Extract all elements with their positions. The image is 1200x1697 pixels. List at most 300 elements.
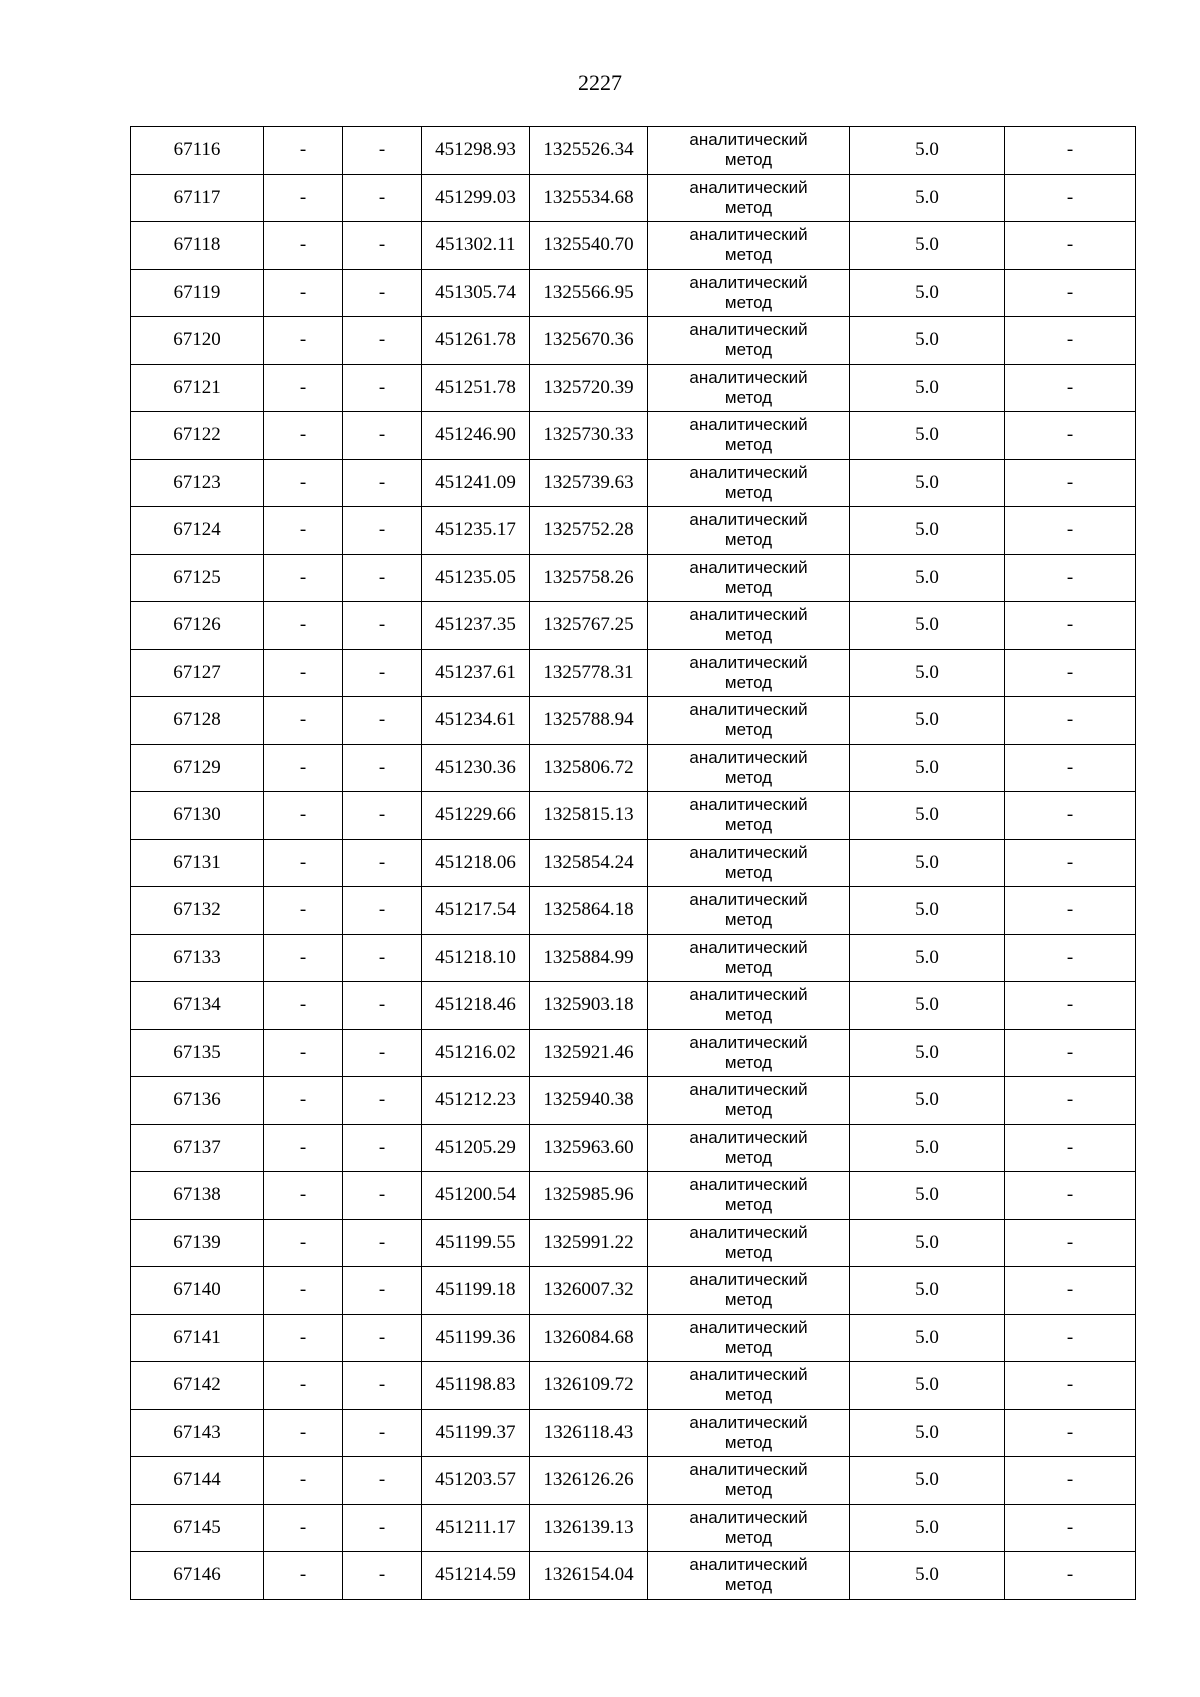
method-cell bbox=[648, 1409, 850, 1457]
method-cell bbox=[648, 317, 850, 365]
method-line-1: аналитический bbox=[689, 1080, 808, 1100]
point-number-cell: 67128 bbox=[131, 697, 264, 745]
y-coordinate-cell: 1326109.72 bbox=[530, 1362, 648, 1410]
method-cell bbox=[648, 602, 850, 650]
empty-cell: - bbox=[343, 1267, 422, 1315]
empty-cell: - bbox=[264, 1409, 343, 1457]
x-coordinate-cell: 451203.57 bbox=[422, 1457, 530, 1505]
x-coordinate-cell: 451205.29 bbox=[422, 1124, 530, 1172]
y-coordinate-cell: 1326084.68 bbox=[530, 1314, 648, 1362]
empty-cell: - bbox=[264, 1267, 343, 1315]
x-coordinate-cell: 451237.35 bbox=[422, 602, 530, 650]
empty-cell: - bbox=[1005, 982, 1136, 1030]
method-cell bbox=[648, 459, 850, 507]
table-row bbox=[131, 1314, 1136, 1362]
y-coordinate-cell: 1326118.43 bbox=[530, 1409, 648, 1457]
empty-cell: - bbox=[1005, 1457, 1136, 1505]
table-row bbox=[131, 1219, 1136, 1267]
y-coordinate-cell: 1325991.22 bbox=[530, 1219, 648, 1267]
accuracy-cell: 5.0 bbox=[850, 412, 1005, 460]
method-line-2: метод bbox=[724, 1432, 773, 1452]
method-line-2: метод bbox=[724, 482, 773, 502]
accuracy-cell: 5.0 bbox=[850, 887, 1005, 935]
y-coordinate-cell: 1325540.70 bbox=[530, 222, 648, 270]
empty-cell: - bbox=[264, 174, 343, 222]
empty-cell: - bbox=[343, 1457, 422, 1505]
method-line-1: аналитический bbox=[689, 1555, 808, 1575]
method-line-2: метод bbox=[724, 1290, 773, 1310]
method-line-1: аналитический bbox=[689, 1412, 808, 1432]
x-coordinate-cell: 451234.61 bbox=[422, 697, 530, 745]
method-line-1: аналитический bbox=[689, 367, 808, 387]
empty-cell: - bbox=[1005, 364, 1136, 412]
empty-cell: - bbox=[264, 459, 343, 507]
method-line-2: метод bbox=[724, 1052, 773, 1072]
y-coordinate-cell: 1325739.63 bbox=[530, 459, 648, 507]
point-number-cell: 67122 bbox=[131, 412, 264, 460]
empty-cell: - bbox=[264, 839, 343, 887]
method-line-1: аналитический bbox=[689, 985, 808, 1005]
x-coordinate-cell: 451199.18 bbox=[422, 1267, 530, 1315]
empty-cell: - bbox=[343, 269, 422, 317]
accuracy-cell: 5.0 bbox=[850, 317, 1005, 365]
x-coordinate-cell: 451230.36 bbox=[422, 744, 530, 792]
method-line-1: аналитический bbox=[689, 1032, 808, 1052]
method-cell bbox=[648, 1219, 850, 1267]
method-line-1: аналитический bbox=[689, 652, 808, 672]
table-row bbox=[131, 1267, 1136, 1315]
empty-cell: - bbox=[264, 269, 343, 317]
empty-cell: - bbox=[1005, 127, 1136, 175]
point-number-cell: 67118 bbox=[131, 222, 264, 270]
y-coordinate-cell: 1326139.13 bbox=[530, 1504, 648, 1552]
empty-cell: - bbox=[264, 602, 343, 650]
x-coordinate-cell: 451261.78 bbox=[422, 317, 530, 365]
accuracy-cell: 5.0 bbox=[850, 507, 1005, 555]
point-number-cell: 67138 bbox=[131, 1172, 264, 1220]
accuracy-cell: 5.0 bbox=[850, 982, 1005, 1030]
empty-cell: - bbox=[264, 554, 343, 602]
method-line-1: аналитический bbox=[689, 1270, 808, 1290]
method-line-2: метод bbox=[724, 815, 773, 835]
empty-cell: - bbox=[343, 887, 422, 935]
accuracy-cell: 5.0 bbox=[850, 1172, 1005, 1220]
accuracy-cell: 5.0 bbox=[850, 744, 1005, 792]
method-cell bbox=[648, 1077, 850, 1125]
method-cell bbox=[648, 839, 850, 887]
empty-cell: - bbox=[343, 222, 422, 270]
table-row bbox=[131, 1552, 1136, 1600]
accuracy-cell: 5.0 bbox=[850, 1504, 1005, 1552]
point-number-cell: 67143 bbox=[131, 1409, 264, 1457]
y-coordinate-cell: 1325534.68 bbox=[530, 174, 648, 222]
empty-cell: - bbox=[1005, 934, 1136, 982]
empty-cell: - bbox=[343, 1504, 422, 1552]
method-line-2: метод bbox=[724, 1100, 773, 1120]
method-cell bbox=[648, 1124, 850, 1172]
accuracy-cell: 5.0 bbox=[850, 1077, 1005, 1125]
method-line-2: метод bbox=[724, 672, 773, 692]
point-number-cell: 67126 bbox=[131, 602, 264, 650]
method-line-2: метод bbox=[724, 720, 773, 740]
accuracy-cell: 5.0 bbox=[850, 1219, 1005, 1267]
method-line-2: метод bbox=[724, 530, 773, 550]
y-coordinate-cell: 1325758.26 bbox=[530, 554, 648, 602]
x-coordinate-cell: 451199.37 bbox=[422, 1409, 530, 1457]
method-line-2: метод bbox=[724, 577, 773, 597]
table-row bbox=[131, 649, 1136, 697]
method-line-2: метод bbox=[724, 1005, 773, 1025]
point-number-cell: 67135 bbox=[131, 1029, 264, 1077]
method-line-2: метод bbox=[724, 197, 773, 217]
point-number-cell: 67125 bbox=[131, 554, 264, 602]
method-line-1: аналитический bbox=[689, 177, 808, 197]
table-row bbox=[131, 1124, 1136, 1172]
table-row bbox=[131, 839, 1136, 887]
empty-cell: - bbox=[343, 744, 422, 792]
method-line-2: метод bbox=[724, 1480, 773, 1500]
method-line-1: аналитический bbox=[689, 605, 808, 625]
x-coordinate-cell: 451217.54 bbox=[422, 887, 530, 935]
method-line-2: метод bbox=[724, 1575, 773, 1595]
empty-cell: - bbox=[343, 554, 422, 602]
method-cell bbox=[648, 744, 850, 792]
method-line-2: метод bbox=[724, 767, 773, 787]
empty-cell: - bbox=[343, 459, 422, 507]
y-coordinate-cell: 1325854.24 bbox=[530, 839, 648, 887]
empty-cell: - bbox=[1005, 602, 1136, 650]
method-line-2: метод bbox=[724, 1147, 773, 1167]
x-coordinate-cell: 451218.46 bbox=[422, 982, 530, 1030]
accuracy-cell: 5.0 bbox=[850, 934, 1005, 982]
method-line-2: метод bbox=[724, 1242, 773, 1262]
empty-cell: - bbox=[264, 222, 343, 270]
empty-cell: - bbox=[1005, 1172, 1136, 1220]
empty-cell: - bbox=[1005, 269, 1136, 317]
empty-cell: - bbox=[264, 1077, 343, 1125]
method-line-1: аналитический bbox=[689, 890, 808, 910]
accuracy-cell: 5.0 bbox=[850, 649, 1005, 697]
empty-cell: - bbox=[1005, 649, 1136, 697]
method-line-1: аналитический bbox=[689, 462, 808, 482]
empty-cell: - bbox=[264, 1314, 343, 1362]
x-coordinate-cell: 451212.23 bbox=[422, 1077, 530, 1125]
table-row bbox=[131, 744, 1136, 792]
y-coordinate-cell: 1325788.94 bbox=[530, 697, 648, 745]
point-number-cell: 67136 bbox=[131, 1077, 264, 1125]
method-line-1: аналитический bbox=[689, 225, 808, 245]
empty-cell: - bbox=[1005, 459, 1136, 507]
x-coordinate-cell: 451229.66 bbox=[422, 792, 530, 840]
empty-cell: - bbox=[264, 1457, 343, 1505]
empty-cell: - bbox=[343, 127, 422, 175]
method-cell bbox=[648, 507, 850, 555]
empty-cell: - bbox=[264, 1504, 343, 1552]
x-coordinate-cell: 451218.10 bbox=[422, 934, 530, 982]
table-row bbox=[131, 127, 1136, 175]
empty-cell: - bbox=[264, 364, 343, 412]
y-coordinate-cell: 1326126.26 bbox=[530, 1457, 648, 1505]
method-cell bbox=[648, 649, 850, 697]
method-line-2: метод bbox=[724, 340, 773, 360]
empty-cell: - bbox=[1005, 839, 1136, 887]
method-cell bbox=[648, 554, 850, 602]
empty-cell: - bbox=[1005, 174, 1136, 222]
table-row bbox=[131, 934, 1136, 982]
empty-cell: - bbox=[264, 744, 343, 792]
x-coordinate-cell: 451302.11 bbox=[422, 222, 530, 270]
method-line-1: аналитический bbox=[689, 272, 808, 292]
y-coordinate-cell: 1325963.60 bbox=[530, 1124, 648, 1172]
method-cell bbox=[648, 1552, 850, 1600]
y-coordinate-cell: 1325778.31 bbox=[530, 649, 648, 697]
x-coordinate-cell: 451218.06 bbox=[422, 839, 530, 887]
method-cell bbox=[648, 364, 850, 412]
method-cell bbox=[648, 1029, 850, 1077]
x-coordinate-cell: 451241.09 bbox=[422, 459, 530, 507]
table-row bbox=[131, 317, 1136, 365]
y-coordinate-cell: 1325730.33 bbox=[530, 412, 648, 460]
table-row bbox=[131, 364, 1136, 412]
method-line-1: аналитический bbox=[689, 510, 808, 530]
empty-cell: - bbox=[1005, 317, 1136, 365]
empty-cell: - bbox=[264, 412, 343, 460]
method-line-1: аналитический bbox=[689, 557, 808, 577]
y-coordinate-cell: 1325940.38 bbox=[530, 1077, 648, 1125]
empty-cell: - bbox=[264, 1124, 343, 1172]
point-number-cell: 67139 bbox=[131, 1219, 264, 1267]
point-number-cell: 67130 bbox=[131, 792, 264, 840]
empty-cell: - bbox=[1005, 792, 1136, 840]
method-line-1: аналитический bbox=[689, 1175, 808, 1195]
table-row bbox=[131, 269, 1136, 317]
method-line-2: метод bbox=[724, 957, 773, 977]
method-line-2: метод bbox=[724, 1385, 773, 1405]
empty-cell: - bbox=[343, 174, 422, 222]
method-line-2: метод bbox=[724, 1195, 773, 1215]
empty-cell: - bbox=[343, 982, 422, 1030]
table-row bbox=[131, 602, 1136, 650]
x-coordinate-cell: 451299.03 bbox=[422, 174, 530, 222]
method-line-2: метод bbox=[724, 245, 773, 265]
method-line-2: метод bbox=[724, 435, 773, 455]
method-line-2: метод bbox=[724, 910, 773, 930]
table-row bbox=[131, 222, 1136, 270]
x-coordinate-cell: 451214.59 bbox=[422, 1552, 530, 1600]
empty-cell: - bbox=[1005, 1504, 1136, 1552]
table-row bbox=[131, 459, 1136, 507]
method-line-1: аналитический bbox=[689, 842, 808, 862]
empty-cell: - bbox=[343, 1314, 422, 1362]
table-row bbox=[131, 507, 1136, 555]
empty-cell: - bbox=[264, 1362, 343, 1410]
point-number-cell: 67144 bbox=[131, 1457, 264, 1505]
method-cell bbox=[648, 1362, 850, 1410]
empty-cell: - bbox=[1005, 744, 1136, 792]
method-cell bbox=[648, 697, 850, 745]
method-cell bbox=[648, 1314, 850, 1362]
method-line-1: аналитический bbox=[689, 1127, 808, 1147]
method-line-1: аналитический bbox=[689, 1507, 808, 1527]
point-number-cell: 67119 bbox=[131, 269, 264, 317]
accuracy-cell: 5.0 bbox=[850, 459, 1005, 507]
y-coordinate-cell: 1325903.18 bbox=[530, 982, 648, 1030]
y-coordinate-cell: 1326154.04 bbox=[530, 1552, 648, 1600]
point-number-cell: 67140 bbox=[131, 1267, 264, 1315]
method-cell bbox=[648, 982, 850, 1030]
point-number-cell: 67127 bbox=[131, 649, 264, 697]
y-coordinate-cell: 1325864.18 bbox=[530, 887, 648, 935]
accuracy-cell: 5.0 bbox=[850, 127, 1005, 175]
empty-cell: - bbox=[264, 887, 343, 935]
y-coordinate-cell: 1325815.13 bbox=[530, 792, 648, 840]
y-coordinate-cell: 1325921.46 bbox=[530, 1029, 648, 1077]
point-number-cell: 67123 bbox=[131, 459, 264, 507]
method-line-1: аналитический bbox=[689, 747, 808, 767]
empty-cell: - bbox=[343, 1029, 422, 1077]
x-coordinate-cell: 451298.93 bbox=[422, 127, 530, 175]
accuracy-cell: 5.0 bbox=[850, 174, 1005, 222]
method-cell bbox=[648, 887, 850, 935]
point-number-cell: 67124 bbox=[131, 507, 264, 555]
method-cell bbox=[648, 792, 850, 840]
accuracy-cell: 5.0 bbox=[850, 1409, 1005, 1457]
empty-cell: - bbox=[343, 792, 422, 840]
page-number: 2227 bbox=[578, 70, 622, 95]
table-row bbox=[131, 982, 1136, 1030]
method-line-2: метод bbox=[724, 292, 773, 312]
empty-cell: - bbox=[1005, 222, 1136, 270]
point-number-cell: 67137 bbox=[131, 1124, 264, 1172]
y-coordinate-cell: 1325767.25 bbox=[530, 602, 648, 650]
accuracy-cell: 5.0 bbox=[850, 1314, 1005, 1362]
empty-cell: - bbox=[1005, 507, 1136, 555]
x-coordinate-cell: 451199.36 bbox=[422, 1314, 530, 1362]
accuracy-cell: 5.0 bbox=[850, 1362, 1005, 1410]
method-cell bbox=[648, 1267, 850, 1315]
method-cell bbox=[648, 222, 850, 270]
point-number-cell: 67141 bbox=[131, 1314, 264, 1362]
method-line-2: метод bbox=[724, 1337, 773, 1357]
accuracy-cell: 5.0 bbox=[850, 839, 1005, 887]
empty-cell: - bbox=[264, 1552, 343, 1600]
y-coordinate-cell: 1325806.72 bbox=[530, 744, 648, 792]
point-number-cell: 67120 bbox=[131, 317, 264, 365]
empty-cell: - bbox=[343, 839, 422, 887]
table-row bbox=[131, 1409, 1136, 1457]
point-number-cell: 67116 bbox=[131, 127, 264, 175]
x-coordinate-cell: 451216.02 bbox=[422, 1029, 530, 1077]
empty-cell: - bbox=[343, 412, 422, 460]
point-number-cell: 67142 bbox=[131, 1362, 264, 1410]
point-number-cell: 67146 bbox=[131, 1552, 264, 1600]
x-coordinate-cell: 451200.54 bbox=[422, 1172, 530, 1220]
table-row bbox=[131, 554, 1136, 602]
empty-cell: - bbox=[1005, 1409, 1136, 1457]
empty-cell: - bbox=[1005, 887, 1136, 935]
table-row bbox=[131, 1504, 1136, 1552]
table-body bbox=[131, 127, 1136, 1600]
accuracy-cell: 5.0 bbox=[850, 697, 1005, 745]
empty-cell: - bbox=[264, 649, 343, 697]
method-cell bbox=[648, 1457, 850, 1505]
x-coordinate-cell: 451305.74 bbox=[422, 269, 530, 317]
table-row bbox=[131, 1172, 1136, 1220]
method-line-1: аналитический bbox=[689, 795, 808, 815]
empty-cell: - bbox=[343, 1172, 422, 1220]
method-line-1: аналитический bbox=[689, 1317, 808, 1337]
method-cell bbox=[648, 127, 850, 175]
x-coordinate-cell: 451237.61 bbox=[422, 649, 530, 697]
empty-cell: - bbox=[343, 1362, 422, 1410]
table-row bbox=[131, 697, 1136, 745]
method-cell bbox=[648, 934, 850, 982]
empty-cell: - bbox=[264, 792, 343, 840]
point-number-cell: 67131 bbox=[131, 839, 264, 887]
table-row bbox=[131, 1077, 1136, 1125]
point-number-cell: 67145 bbox=[131, 1504, 264, 1552]
accuracy-cell: 5.0 bbox=[850, 1029, 1005, 1077]
empty-cell: - bbox=[1005, 1362, 1136, 1410]
x-coordinate-cell: 451198.83 bbox=[422, 1362, 530, 1410]
empty-cell: - bbox=[343, 602, 422, 650]
accuracy-cell: 5.0 bbox=[850, 1124, 1005, 1172]
point-number-cell: 67121 bbox=[131, 364, 264, 412]
table-row bbox=[131, 412, 1136, 460]
empty-cell: - bbox=[1005, 1124, 1136, 1172]
empty-cell: - bbox=[264, 982, 343, 1030]
x-coordinate-cell: 451211.17 bbox=[422, 1504, 530, 1552]
empty-cell: - bbox=[343, 697, 422, 745]
empty-cell: - bbox=[1005, 1267, 1136, 1315]
method-line-2: метод bbox=[724, 150, 773, 170]
y-coordinate-cell: 1325566.95 bbox=[530, 269, 648, 317]
method-line-1: аналитический bbox=[689, 320, 808, 340]
table-row bbox=[131, 174, 1136, 222]
point-number-cell: 67129 bbox=[131, 744, 264, 792]
method-line-1: аналитический bbox=[689, 1365, 808, 1385]
empty-cell: - bbox=[1005, 1219, 1136, 1267]
table-row bbox=[131, 1029, 1136, 1077]
empty-cell: - bbox=[1005, 1029, 1136, 1077]
empty-cell: - bbox=[343, 649, 422, 697]
empty-cell: - bbox=[343, 1124, 422, 1172]
empty-cell: - bbox=[1005, 412, 1136, 460]
y-coordinate-cell: 1325752.28 bbox=[530, 507, 648, 555]
empty-cell: - bbox=[264, 697, 343, 745]
x-coordinate-cell: 451199.55 bbox=[422, 1219, 530, 1267]
method-cell bbox=[648, 412, 850, 460]
method-line-1: аналитический bbox=[689, 1222, 808, 1242]
x-coordinate-cell: 451235.17 bbox=[422, 507, 530, 555]
method-line-1: аналитический bbox=[689, 130, 808, 150]
empty-cell: - bbox=[1005, 1077, 1136, 1125]
method-line-2: метод bbox=[724, 387, 773, 407]
method-line-2: метод bbox=[724, 625, 773, 645]
accuracy-cell: 5.0 bbox=[850, 269, 1005, 317]
empty-cell: - bbox=[343, 507, 422, 555]
method-line-2: метод bbox=[724, 862, 773, 882]
accuracy-cell: 5.0 bbox=[850, 1552, 1005, 1600]
table-row bbox=[131, 792, 1136, 840]
accuracy-cell: 5.0 bbox=[850, 1267, 1005, 1315]
empty-cell: - bbox=[1005, 697, 1136, 745]
accuracy-cell: 5.0 bbox=[850, 792, 1005, 840]
empty-cell: - bbox=[264, 507, 343, 555]
y-coordinate-cell: 1325884.99 bbox=[530, 934, 648, 982]
x-coordinate-cell: 451235.05 bbox=[422, 554, 530, 602]
accuracy-cell: 5.0 bbox=[850, 364, 1005, 412]
